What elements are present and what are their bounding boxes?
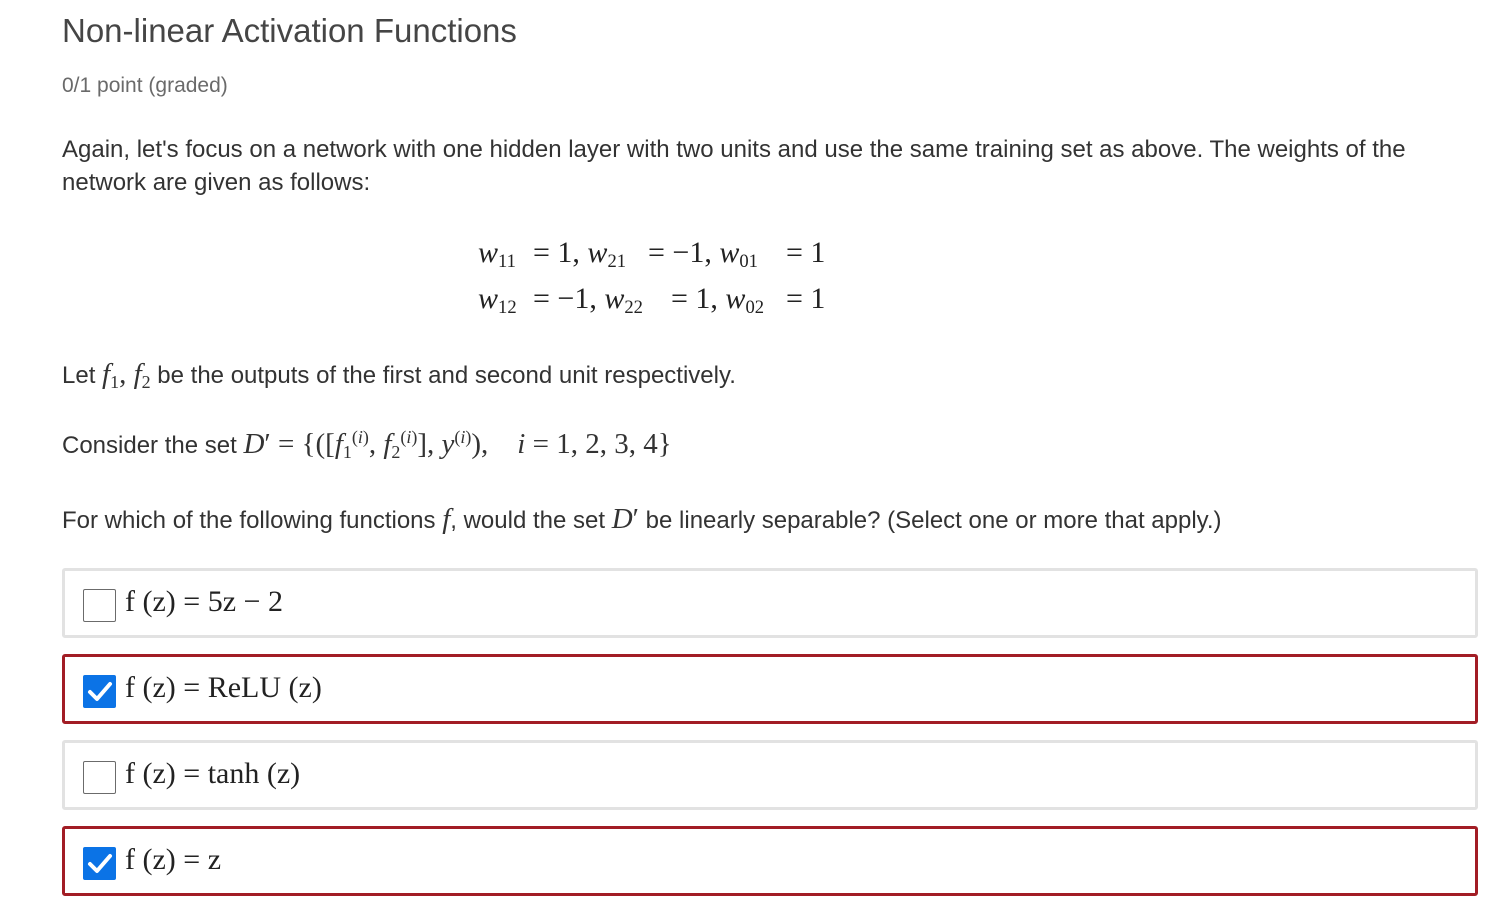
choice-label: f (z) = tanh (z): [125, 757, 301, 790]
choice-item[interactable]: [62, 826, 1478, 896]
choice-item[interactable]: [62, 654, 1478, 724]
problem-title: Non-linear Activation Functions: [62, 12, 517, 49]
checkmark-icon: [87, 680, 113, 704]
choice-label: f (z) = z: [125, 843, 222, 876]
points-status: 0/1 point (graded): [62, 74, 228, 97]
consider-statement: Consider the set $D' = \{([f_1^{(i)}$, $f_2^{(i)}$], $y^{(i)}$), i = 1, 2, 3, 4}: [62, 427, 672, 463]
checkbox[interactable]: [83, 847, 116, 880]
choice-label: f (z) = ReLU (z): [125, 671, 322, 704]
problem-intro: Again, let's focus on a network with one hidden layer with two units and use the same training set as above. The weights of the network are given as follows:: [62, 136, 1406, 196]
choice-label: f (z) = 5z − 2: [125, 585, 283, 618]
weights-row-1: $w_{11}$ = 1, $w_{21}$ = −1, $w_{01}$ = 1: [478, 236, 826, 273]
checkbox[interactable]: [83, 761, 116, 794]
question-text: For which of the following functions f, would the set D′ be linearly separable? (Select one or more that apply.): [62, 503, 1222, 535]
choice-item[interactable]: [62, 740, 1478, 810]
checkbox[interactable]: [83, 675, 116, 708]
let-statement: Let $f_1$, $f_2$ be the outputs of the first and second unit respectively.: [62, 358, 736, 393]
weights-row-2: $w_{12}$ = −1, $w_{22}$ = 1, $w_{02}$ = 1: [478, 282, 826, 319]
choice-item[interactable]: [62, 568, 1478, 638]
checkmark-icon: [87, 852, 113, 876]
checkbox[interactable]: [83, 589, 116, 622]
